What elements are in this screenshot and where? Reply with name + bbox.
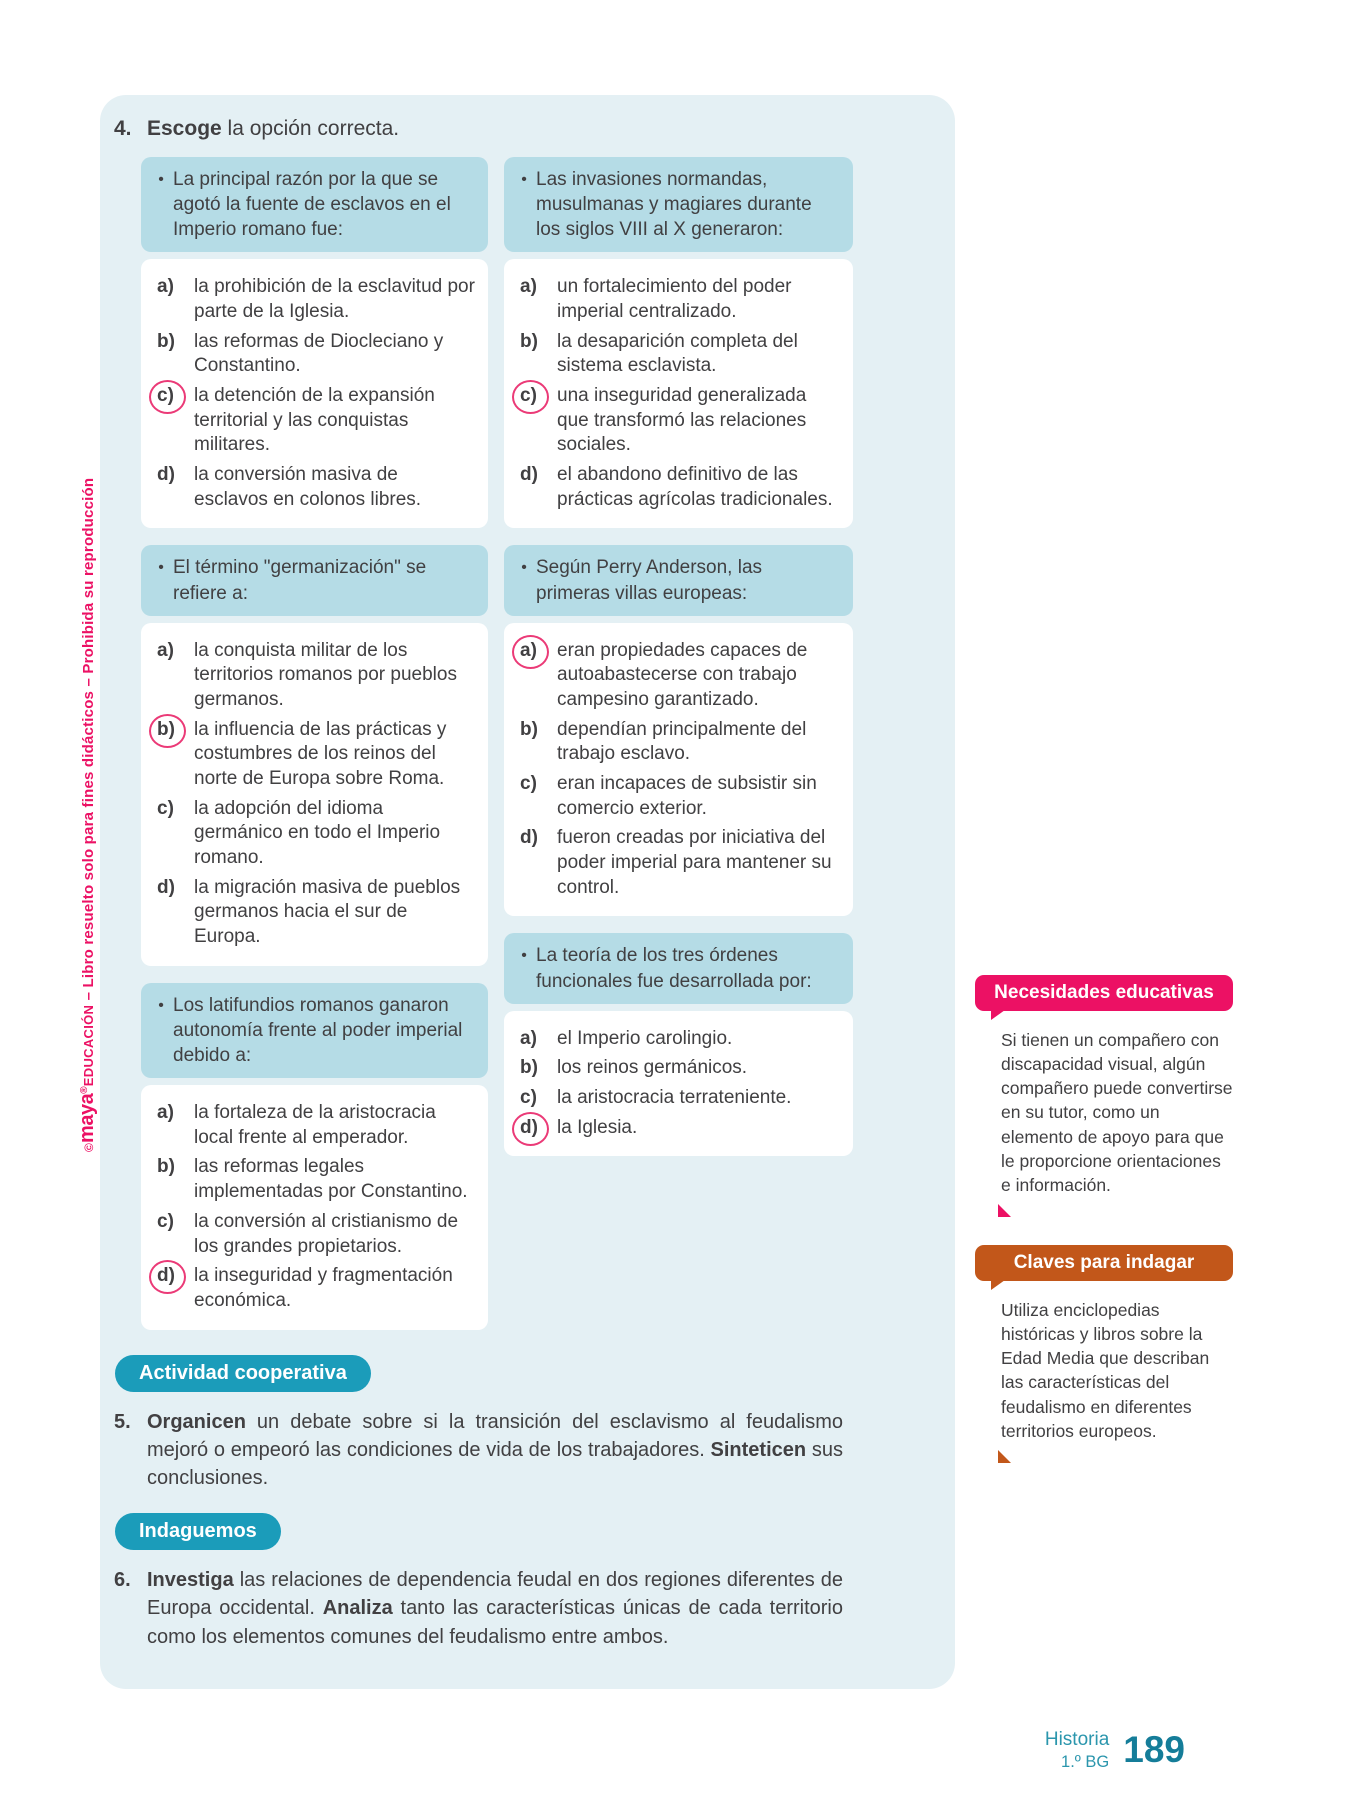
option-c [520,1086,841,1111]
option-text: eran incapaces de subsistir sin comercio exterior. [557,773,817,819]
task-text: Investiga las relaciones de dependencia feudal en dos regiones diferentes de Europa occidental. Analiza tanto las características únicas de cada territorio como los elementos comunes del feudalismo entre ambos. [147,1568,843,1648]
inquiry-badge [115,1513,281,1550]
option-text: la influencia de las prácticas y costumbres de los reinos del norte de Europa sobre Roma. [194,718,447,790]
question-1-prompt: • La principal razón por la que se agotó la fuente de esclavos en el Imperio romano fue: [141,157,488,252]
option-a-correct [520,639,841,713]
option-text: una inseguridad generalizada que transformó las relaciones sociales. [557,384,807,456]
badge-label: Actividad cooperativa [139,1361,347,1384]
grade-level: 1.º BG [1061,1752,1110,1771]
option-letter-circled: d) [157,1264,194,1313]
option-letter: c) [520,1086,537,1108]
option-letter: a) [520,276,537,298]
option-a [157,639,476,713]
note-inquiry-keys [975,1245,1233,1463]
option-text: las reformas legales implementadas por Constantino. [194,1156,468,1203]
option-text: la migración masiva de pueblos germanos hacia el sur de Europa. [194,876,461,948]
question-4-prompt: • Las invasiones normandas, musulmanas y magiares durante los siglos VIII al X generaron: [504,157,853,252]
option-text: la conquista militar de los territorios romanos por pueblos germanos. [194,639,457,710]
task-text: Organicen un debate sobre si la transición del esclavismo al feudalismo mejoró o empeoró las condiciones de vida de los trabajadores. Sinteticen sus conclusiones. [147,1410,843,1490]
copyright-symbol: © [82,1142,96,1152]
option-text: el abandono definitivo de las prácticas agrícolas tradicionales. [557,464,833,510]
bullet-icon [149,167,173,242]
option-letter: c) [157,797,174,819]
badge-label: Indaguemos [139,1519,257,1542]
option-text: la detención de la expansión territorial y las conquistas militares. [194,384,435,456]
exercise-4-heading [114,117,955,141]
option-text: la fortaleza de la aristocracia local frente al emperador. [194,1102,436,1148]
option-d-correct [157,1264,476,1313]
option-d [520,463,841,512]
question-column-left [141,157,488,1347]
question-5-options [504,623,853,917]
option-text: el Imperio carolingio. [557,1027,733,1049]
option-letter: b) [520,330,538,352]
option-text: la adopción del idioma germánico en todo el Imperio romano. [194,797,441,869]
option-letter-circled: d) [520,1116,557,1141]
option-letter-circled: c) [157,384,194,458]
question-6-prompt: • La teoría de los tres órdenes funcionales fue desarrollada por: [504,933,853,1003]
option-letter: b) [520,1057,538,1079]
option-letter: a) [520,1027,537,1049]
option-letter: b) [157,330,175,352]
page-number: 189 [1123,1729,1185,1771]
option-text: la conversión al cristianismo de los grandes propietarios. [194,1210,459,1257]
question-5-prompt: • Según Perry Anderson, las primeras villas europeas: [504,545,853,615]
option-letter: d) [157,876,175,898]
option-text: la aristocracia terrateniente. [557,1086,792,1108]
question-block-2 [141,545,488,965]
option-d-correct [520,1116,841,1141]
option-letter: a) [157,1102,174,1124]
question-1-options [141,259,488,528]
option-b [157,330,476,379]
option-letter: c) [157,1210,174,1232]
question-block-6 [504,933,853,1156]
exercise-instruction: Escoge la opción correcta. [147,117,400,140]
publisher-logo: maya [76,1093,98,1143]
option-text: un fortalecimiento del poder imperial centralizado. [557,276,792,322]
option-d [157,876,476,950]
task-6 [114,1566,955,1651]
note-title: Claves para indagar [975,1245,1233,1281]
exercise-number: 4. [114,117,132,140]
note-educational-needs [975,975,1233,1217]
exercise-panel [100,95,955,1689]
task-number: 5. [114,1410,131,1433]
option-a [157,275,476,324]
option-letter: a) [157,639,174,661]
registered-mark: ® [79,1086,90,1094]
question-block-5 [504,545,853,916]
option-a [520,1027,841,1052]
option-letter: d) [520,827,538,849]
question-grid [141,157,955,1347]
course-name: Historia [1044,1729,1110,1750]
option-text: las reformas de Diocleciano y Constantino. [194,330,444,377]
option-letter: d) [157,464,175,486]
bullet-icon [149,993,173,1068]
course-info [1045,1728,1109,1772]
option-b-correct [157,718,476,792]
note-body: Utiliza enciclopedias históricas y libros sobre la Edad Media que describan las características del feudalismo en diferentes territorios europeos. [1001,1298,1233,1463]
cooperative-activity-badge [115,1355,371,1392]
task-5 [114,1408,955,1493]
option-letter: a) [157,276,174,298]
option-text: dependían principalmente del trabajo esclavo. [557,718,807,765]
option-letter: b) [157,1156,175,1178]
option-letter: d) [520,464,538,486]
option-text: fueron creadas por iniciativa del poder imperial para mantener su control. [557,827,832,898]
question-2-options [141,623,488,966]
task-number: 6. [114,1568,131,1591]
question-block-4 [504,157,853,528]
question-4-options [504,259,853,528]
option-text: la conversión masiva de esclavos en colonos libres. [194,464,422,510]
publisher-name: EDUCACIÓN [81,1004,96,1087]
option-c-correct [157,384,476,458]
option-b [520,1056,841,1081]
question-column-right [504,157,853,1347]
option-text: los reinos germánicos. [557,1057,748,1079]
option-b [157,1155,476,1204]
bullet-icon [512,943,536,993]
option-d [520,826,841,900]
note-body: Si tienen un compañero con discapacidad visual, algún compañero puede convertirse en su tutor, como un elemento de apoyo para que le proporcione orientaciones e información. [1001,1028,1233,1217]
option-c [157,1210,476,1259]
option-letter-circled: b) [157,718,194,792]
option-text: eran propiedades capaces de autoabastecerse con trabajo campesino garantizado. [557,639,808,710]
option-text: la Iglesia. [557,1116,638,1138]
bullet-icon [512,167,536,242]
option-letter: b) [520,718,538,740]
question-block-1 [141,157,488,528]
option-c [520,772,841,821]
option-text: la desaparición completa del sistema esclavista. [557,330,798,377]
option-b [520,718,841,767]
bullet-icon [149,555,173,605]
option-b [520,330,841,379]
option-c [157,797,476,871]
option-letter-circled: a) [520,639,557,713]
option-text: la prohibición de la esclavitud por parte de la Iglesia. [194,276,475,322]
bullet-icon [512,555,536,605]
question-block-3 [141,983,488,1330]
copyright-legal-text: – Libro resuelto solo para fines didácticos – Prohibida su reproducción [80,477,97,1005]
question-3-options [141,1085,488,1330]
option-a [157,1101,476,1150]
option-d [157,463,476,512]
option-c-correct [520,384,841,458]
page-footer [1045,1728,1185,1772]
margin-notes [975,975,1233,1463]
option-a [520,275,841,324]
question-3-prompt: • Los latifundios romanos ganaron autonomía frente al poder imperial debido a: [141,983,488,1078]
option-text: la inseguridad y fragmentación económica. [194,1265,453,1311]
option-letter: c) [520,773,537,795]
option-letter-circled: c) [520,384,557,458]
note-title: Necesidades educativas [975,975,1233,1011]
question-6-options [504,1011,853,1157]
question-2-prompt: • El término "germanización" se refiere a: [141,545,488,615]
copyright-vertical-text [76,478,99,1152]
